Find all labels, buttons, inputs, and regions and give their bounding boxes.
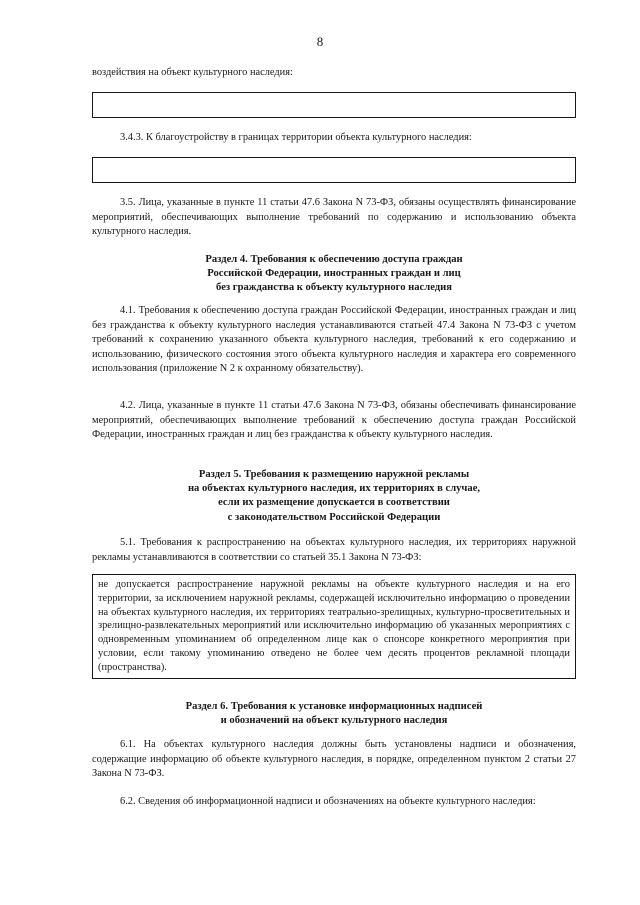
advertising-restriction-box bbox=[92, 574, 576, 679]
section-6-heading bbox=[92, 700, 576, 728]
heading-line: на объектах культурного наследия, их территориях в случае, bbox=[187, 483, 481, 495]
intro-line: воздействия на объект культурного наследия: bbox=[92, 67, 293, 78]
paragraph-6-2: 6.2. Сведения об информационной надписи и обозначениях на объекте культурного наследия: bbox=[120, 796, 536, 807]
paragraph-6-1: 6.1. На объектах культурного наследия должны быть установлены надписи и обозначения, содержащие информацию об объекте культурного наследия, в порядке, определенном пунктом 2 статьи 27 Закона N 73-ФЗ. bbox=[92, 739, 576, 780]
section-5-heading bbox=[92, 468, 576, 525]
heading-line: с законодательством Российской Федерации bbox=[227, 511, 441, 523]
paragraph-4-1: 4.1. Требования к обеспечению доступа граждан Российской Федерации, иностранных граждан и лиц без гражданства к объекту культурного наследия устанавливаются статьей 47.4 Закона N 73-ФЗ с учетом требований к сохранению указанного объекта культурного наследия, требований к его содержанию и использованию, физического состояния этого объекта культурного наследия и характера его современного использования (приложение N 2 к охранному обязательству). bbox=[92, 305, 576, 375]
item-3-4-3: 3.4.3. К благоустройству в границах территории объекта культурного наследия: bbox=[120, 132, 472, 143]
heading-line: Раздел 5. Требования к размещению наружной рекламы bbox=[198, 469, 470, 480]
heading-line: если их размещение допускается в соответствии bbox=[218, 497, 450, 509]
empty-field-box-1 bbox=[92, 92, 576, 118]
heading-line: Раздел 6. Требования к установке информационных надписей bbox=[185, 701, 483, 712]
page-number: 8 bbox=[316, 34, 324, 49]
paragraph-5-1: 5.1. Требования к распространению на объектах культурного наследия, их территориях наружной рекламы устанавливаются в соответствии со статьей 35.1 Закона N 73-ФЗ: bbox=[92, 537, 576, 563]
empty-field-box-2 bbox=[92, 157, 576, 183]
heading-line: без гражданства к объекту культурного наследия bbox=[216, 282, 452, 294]
heading-line: и обозначений на объект культурного наследия bbox=[220, 715, 448, 727]
paragraph-4-2: 4.2. Лица, указанные в пункте 11 статьи 47.6 Закона N 73-ФЗ, обязаны обеспечивать финансирование мероприятий, обеспечивающих выполнение требований к обеспечению доступа граждан Российской Федерации, иностранных граждан и лиц без гражданства к объекту культурного наследия. bbox=[92, 400, 576, 441]
advertising-restriction-text: не допускается распространение наружной рекламы на объекте культурного наследия и на его территории, за исключением наружной рекламы, содержащей исключительно информацию о проведении на объектах культурного наследия, их территориях театрально-зрелищных, культурно-просветительных и зрелищно-развлекательных мероприятий или исключительно информацию об указанных мероприятиях с одновременным упоминанием об определенном лице как о спонсоре конкретного мероприятия при условии, если такому упоминанию отведено не более чем десять процентов рекламной площади (пространства). bbox=[98, 579, 570, 673]
item-3-5: 3.5. Лица, указанные в пункте 11 статьи 47.6 Закона N 73-ФЗ, обязаны осуществлять финансирование мероприятий, обеспечивающих выполнение требований по содержанию и использованию объекта культурного наследия. bbox=[92, 197, 576, 238]
section-4-heading bbox=[92, 253, 576, 296]
heading-line: Российской Федерации, иностранных граждан и лиц bbox=[207, 268, 461, 280]
heading-line: Раздел 4. Требования к обеспечению доступа граждан bbox=[205, 254, 463, 265]
